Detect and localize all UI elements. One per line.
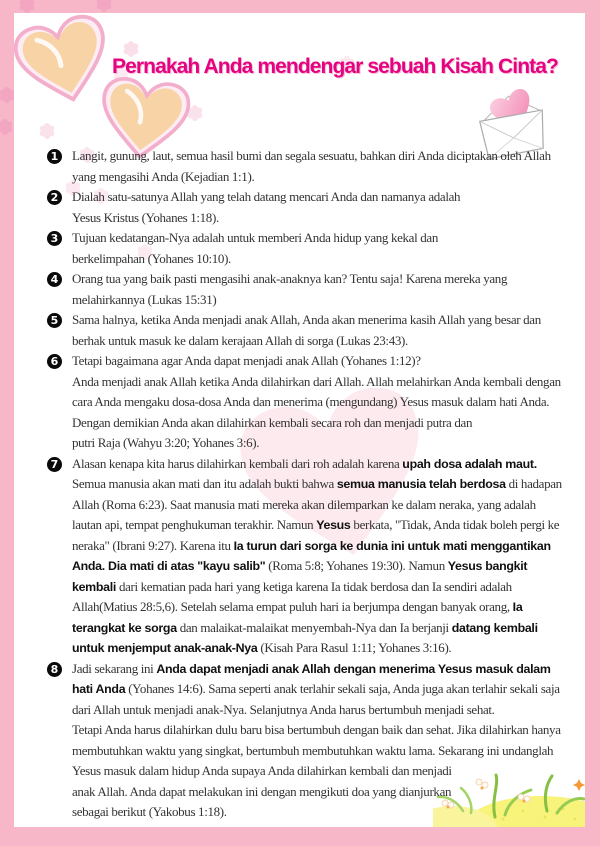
item-number-badge: 7 [47,457,62,472]
item-number-badge: 8 [47,662,62,677]
flower-icon [101,1,107,7]
list-item [47,310,571,351]
page-sheet [14,13,585,827]
flower-icon [24,2,30,8]
sparkle-icon [573,779,585,791]
item-text: Alasan kenapa kita harus dilahirkan kembali dari roh adalah karena upah dosa adalah maut. Semua manusia akan mati dan itu adalah bukti bahwa semua manusia telah berdosa di hadapan Allah (Roma 6:23). Saat manusia mati mereka akan dilemparkan ke dalam neraka, yang adalah lautan api, tempat penghukuman terakhir. Namun Yesus berkata, "Tidak, Anda tidak boleh pergi ke neraka" (Ibrani 9:27). Karena itu Ia turun dari sorga ke dunia ini untuk mati menggantikan Anda. Dia mati di atas "kayu salib" (Roma 5:8; Yohanes 19:30). Namun Yesus bangkit kembali dari kematian pada hari yang ketiga karena Ia tidak berdosa dan Ia sendiri adalah Allah(Matius 28:5,6). Setelah selama empat puluh hari ia berjumpa dengan banyak orang, Ia terangkat ke sorga dan malaikat-malaikat menyembah-Nya dan Ia berjanji datang kembali untuk menjemput anak-anak-Nya (Kisah Para Rasul 1:11; Yohanes 3:16). [72,455,562,655]
item-text: Tetapi bagaimana agar Anda dapat menjadi anak Allah (Yohanes 1:12)? Anda menjadi anak Allah ketika Anda dilahirkan dari Allah. Allah melahirkan Anda kembali dengan cara Anda mengaku dosa-dosa Anda dan menerima (mengundang) Yesus masuk dalam hati Anda. Dengan demikian Anda akan dilahirkan kembali secara roh dan menjadi putra dan putri Raja (Wahyu 3:20; Yohanes 3:6). [72,353,561,450]
list-item [47,351,571,454]
list-item [47,659,571,823]
item-text: Langit, gunung, laut, semua hasil bumi dan segala sesuatu, bahkan diri Anda diciptakan oleh Allah yang mengasihi Anda (Kejadian 1:1). [72,148,551,184]
page-title: Pernakah Anda mendengar sebuah Kisah Cinta? [112,55,558,78]
item-number-badge: 4 [47,272,62,287]
item-text: Sama halnya, ketika Anda menjadi anak Allah, Anda akan menerima kasih Allah yang besar dan berhak untuk masuk ke dalam kerajaan Allah di sorga (Lukas 23:43). [72,312,541,348]
item-number-badge: 3 [47,231,62,246]
list-item [47,454,571,659]
flower-icon [2,124,8,130]
item-number-badge: 6 [47,354,62,369]
list-item [47,187,571,228]
flower-icon [192,110,198,116]
item-number-badge: 1 [47,149,62,164]
item-text: Jadi sekarang ini Anda dapat menjadi anak Allah dengan menerima Yesus masuk dalam hati Anda (Yohanes 14:6). Sama seperti anak terlahir sekali saja, Anda juga akan terlahir sekali saja dari Allah untuk menjadi anak-Nya. Selanjutnya Anda harus bertumbuh menjadi sehat. Tetapi Anda harus dilahirkan dulu baru bisa bertumbuh dengan baik dan sehat. Jika dilahirkan hanya membutuhkan waktu yang singkat, bertumbuh membutuhkan waktu lama. Sekarang ini undanglah Yesus masuk dalam hidup Anda supaya Anda dilahirkan kembali dan menjadi anak Allah. Anda dapat melakukan ini dengan mengikuti doa yang dianjurkan sebagai berikut (Yakobus 1:18). [72,660,561,819]
items-list [47,146,571,823]
list-item [47,228,571,269]
list-item [47,269,571,310]
item-text: Dialah satu-satunya Allah yang telah datang mencari Anda dan namanya adalah Yesus Kristus (Yohanes 1:18). [72,189,461,225]
item-number-badge: 5 [47,313,62,328]
flower-icon [4,92,10,98]
item-text: Tujuan kedatangan-Nya adalah untuk memberi Anda hidup yang kekal dan berkelimpahan (Yohanes 10:10). [72,230,438,266]
item-number-badge: 2 [47,190,62,205]
flower-icon [128,46,134,52]
flower-icon [44,128,50,134]
item-text: Orang tua yang baik pasti mengasihi anak-anaknya kan? Tentu saja! Karena mereka yang melahirkannya (Lukas 15:31) [72,271,508,307]
list-item [47,146,571,187]
